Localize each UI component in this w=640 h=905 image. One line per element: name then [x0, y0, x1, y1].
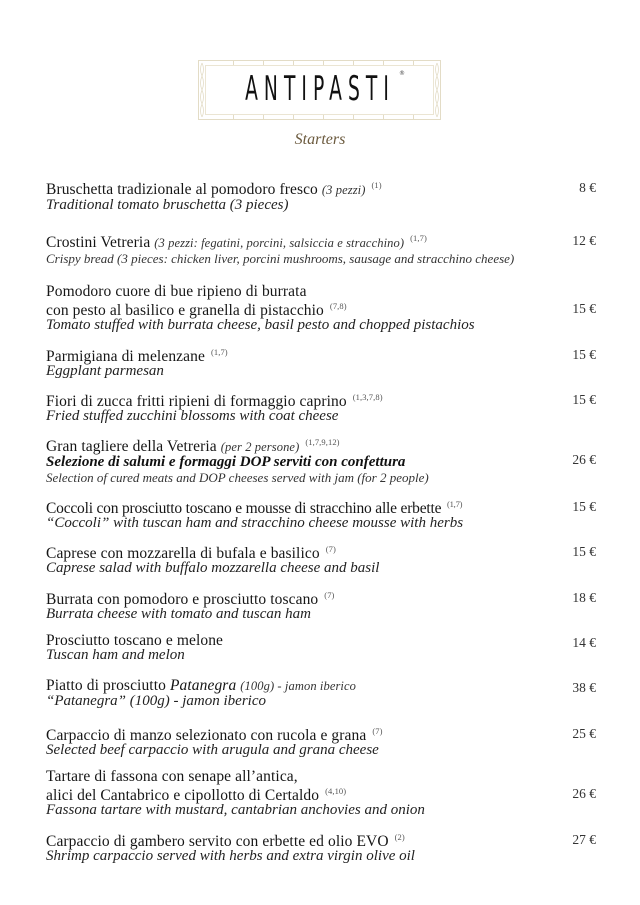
item-note: (per 2 persone) — [220, 440, 300, 454]
item-description: Shrimp carpaccio served with herbs and extra virgin olive oil — [46, 848, 415, 864]
item-text — [46, 830, 558, 864]
item-price: 26 € — [572, 452, 596, 467]
item-name-line — [46, 284, 558, 299]
item-name: Carpaccio di gambero servito con erbette ed olio EVO — [46, 833, 389, 850]
item-price: 15 € — [572, 301, 596, 316]
item-name: Fiori di zucca fritti ripieni di formaggio caprino — [46, 393, 347, 410]
menu-item — [46, 435, 596, 497]
item-price: 15 € — [572, 392, 596, 407]
menu-item — [46, 284, 596, 345]
item-text — [46, 435, 558, 485]
item-price: 15 € — [572, 544, 596, 559]
item-name: Piatto di prosciutto — [46, 677, 166, 694]
item-description: Crispy bread (3 pieces: chicken liver, porcini mushrooms, sausage and stracchino cheese) — [46, 251, 515, 266]
item-allergens: (1,7) — [410, 233, 427, 243]
item-description: “Coccoli” with tuscan ham and stracchino cheese mousse with herbs — [46, 515, 464, 531]
item-text — [46, 542, 558, 576]
item-price: 8 € — [579, 180, 596, 195]
item-name: Pomodoro cuore di bue ripieno di burrata — [46, 283, 307, 300]
item-description: Tomato stuffed with burrata cheese, basil pesto and chopped pistachios — [46, 317, 475, 333]
item-note: (3 pezzi) — [321, 183, 366, 197]
item-name: con pesto al basilico e granella di pistacchio — [46, 302, 324, 319]
item-description: Traditional tomato bruschetta (3 pieces) — [46, 197, 289, 213]
item-price: 15 € — [572, 499, 596, 514]
item-name: Bruschetta tradizionale al pomodoro fresco — [46, 181, 318, 198]
item-name: Gran tagliere della Vetreria — [46, 438, 217, 455]
item-text — [46, 345, 558, 379]
item-name-line — [46, 588, 558, 607]
item-subtitle: Selezione di salumi e formaggi DOP serviti con confettura — [46, 454, 406, 470]
item-price: 14 € — [572, 635, 596, 650]
item-text — [46, 497, 558, 531]
item-text — [46, 724, 558, 758]
item-text — [46, 633, 558, 663]
item-text — [46, 284, 558, 333]
menu-item — [46, 497, 596, 542]
menu-item — [46, 345, 596, 390]
item-allergens: (1,3,7,8) — [352, 392, 383, 402]
item-name-line — [46, 299, 558, 318]
item-name-line — [46, 784, 558, 803]
menu-item — [46, 588, 596, 633]
item-name-line — [46, 231, 558, 251]
item-name: Tartare di fassona con senape all’antica, — [46, 768, 298, 785]
item-text — [46, 178, 558, 213]
item-text — [46, 390, 558, 424]
item-description: Selection of cured meats and DOP cheeses served with jam (for 2 people) — [46, 470, 429, 485]
item-name: Caprese con mozzarella di bufala e basilico — [46, 545, 320, 562]
item-description: Caprese salad with buffalo mozzarella cheese and basil — [46, 560, 380, 576]
menu-item — [46, 678, 596, 724]
menu-item — [46, 724, 596, 769]
item-price: 25 € — [572, 726, 596, 741]
item-description: Selected beef carpaccio with arugula and grana cheese — [46, 742, 379, 758]
menu-item — [46, 633, 596, 678]
item-name-line — [46, 724, 558, 743]
item-description: “Patanegra” (100g) - jamon iberico — [46, 693, 266, 709]
item-name-line — [46, 678, 558, 694]
item-name: Burrata con pomodoro e prosciutto toscano — [46, 591, 319, 608]
item-price: 26 € — [572, 786, 596, 801]
item-name: Carpaccio di manzo selezionato con rucola e grana — [46, 727, 367, 744]
menu-item — [46, 830, 596, 875]
item-price: 38 € — [572, 680, 596, 695]
item-price: 15 € — [572, 347, 596, 362]
item-text — [46, 769, 558, 818]
item-price: 12 € — [572, 233, 596, 248]
item-name: Crostini Vetreria — [46, 234, 151, 251]
item-name-line — [46, 345, 558, 364]
item-name-italic: Patanegra — [169, 677, 237, 694]
item-allergens: (7,8) — [329, 301, 347, 311]
item-description: Fried stuffed zucchini blossoms with coat cheese — [46, 408, 339, 424]
item-price: 27 € — [572, 832, 596, 847]
menu-item — [46, 231, 596, 284]
item-name: Prosciutto toscano e melone — [46, 632, 224, 649]
menu-item — [46, 769, 596, 830]
item-name-line — [46, 435, 558, 455]
item-allergens: (1,7,9,12) — [305, 437, 340, 447]
registered-mark: ® — [399, 70, 405, 77]
menu-item — [46, 390, 596, 435]
item-price: 18 € — [572, 590, 596, 605]
item-name-line — [46, 178, 558, 198]
item-allergens: (2) — [394, 832, 405, 842]
item-allergens: (4,10) — [325, 786, 347, 796]
menu-list — [46, 178, 596, 875]
item-allergens: (1,7) — [446, 499, 463, 509]
item-description: Burrata cheese with tomato and tuscan ham — [46, 606, 311, 622]
item-allergens: (1) — [371, 180, 382, 190]
page-title: ANTIPASTI — [245, 69, 395, 109]
menu-item — [46, 542, 596, 588]
item-allergens: (7) — [372, 726, 383, 736]
item-name: Parmigiana di melenzane — [46, 348, 205, 365]
item-name-line — [46, 830, 558, 849]
item-allergens: (7) — [324, 590, 335, 600]
item-text — [46, 678, 558, 709]
item-name-line — [46, 390, 558, 409]
item-description: Tuscan ham and melon — [46, 647, 185, 663]
item-note: (100g) - jamon iberico — [240, 679, 357, 693]
item-text — [46, 231, 558, 266]
item-name-line — [46, 769, 558, 784]
item-allergens: (7) — [325, 544, 336, 554]
item-description: Fassona tartare with mustard, cantabrian anchovies and onion — [46, 802, 425, 818]
item-note: (3 pezzi: fegatini, porcini, salsiccia e stracchino) — [154, 236, 405, 250]
page-subtitle: Starters — [294, 131, 346, 148]
item-description: Eggplant parmesan — [46, 363, 164, 379]
item-name-line — [46, 497, 558, 516]
item-name: Coccoli con prosciutto toscano e mousse di stracchino alle erbette — [46, 500, 442, 517]
item-allergens: (1,7) — [210, 347, 228, 357]
item-name: alici del Cantabrico e cipollotto di Certaldo — [46, 787, 320, 804]
menu-item — [46, 178, 596, 231]
item-name-line — [46, 542, 558, 561]
page-title-container — [0, 60, 640, 120]
item-name-line — [46, 633, 558, 648]
item-text — [46, 588, 558, 622]
